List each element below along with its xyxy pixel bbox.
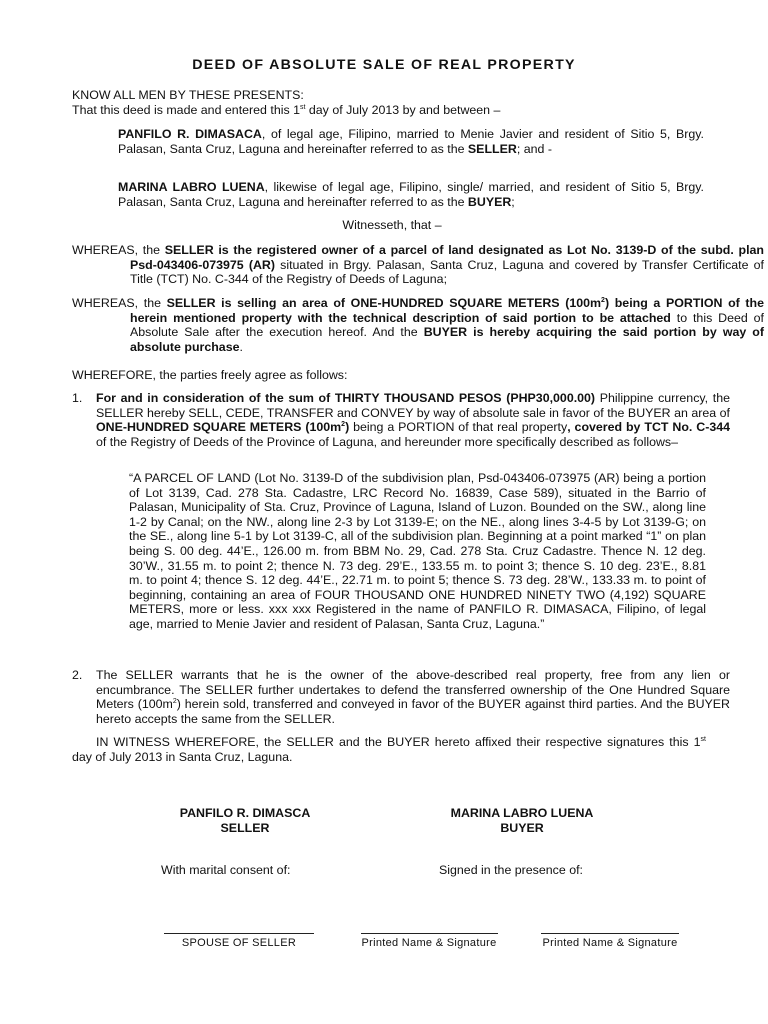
whereas-paragraph-2: WHEREAS, the SELLER is selling an area of ONE-HUNDRED SQUARE METERS $(100m^2)$ being a PORTION of the herein mentioned property with the technical description of said portion to be attached to this Deed of Absolute Sale after the execution hereof. And the BUYER is hereby acquiring the said portion by way of absolute purchase.	[72, 296, 765, 354]
spouse-signature-line	[164, 933, 314, 934]
intro-block	[72, 88, 712, 117]
whereas-paragraph-1: WHEREAS, the SELLER is the registered owner of a parcel of land designated as Lot No. 3139-D of the subd. plan Psd-043406-073975 (AR) situated in Brgy. Palasan, Santa Cruz, Laguna and covered by Transfer Certificate of Title (TCT) No. C-344 of the Registry of Deeds of Laguna;	[72, 243, 764, 287]
wherefore-line: WHEREFORE, the parties freely agree as follows:	[72, 368, 348, 382]
know-all-line: KNOW ALL MEN BY THESE PRESENTS:	[72, 88, 304, 102]
witness-2-label: Printed Name & Signature	[542, 937, 678, 949]
parcel-description: “A PARCEL OF LAND (Lot No. 3139-D of the subdivision plan, Psd-043406-073975 (AR) being a portion of Lot 3139, Cad. 278 Sta. Cadastre, LRC Record No. 16839, Case 589), situated in the Barrio of Palasan, Municipality of Sta. Cruz, Province of Laguna, Island of Luzon. Bounded on the SW., along line 1-2 by Canal; on the NW., along line 2-3 by Lot 3139-E; on the NE., along lines 3-4-5 by Lot 3139-G; on the SE., along line 5-1 by Lot 3139-C, all of the subdivision plan. Beginning at a point marked “1” on plan being S. 00 deg. 44’E., 126.00 m. from BBM No. 29, Cad. 278 Sta. Cruz Cadastre. Thence N. 12 deg. 30’W., 31.55 m. to point 2; thence N. 73 deg. 29’E., 133.55 m. to point 3; thence S. 10 deg. 23’E., 8.81 m. to point 4; thence S. 12 deg. 44’E., 22.71 m. to point 5; thence S. 73 deg. 28’W., 133.33 m. to point of beginning, containing an area of FOUR THOUSAND ONE HUNDRED NINETY TWO (4,192) SQUARE METERS, more or less. xxx xxx Registered in the name of PANFILO R. DIMASACA, Filipino, of legal age, married to Menie Javier and resident of Palasan, Santa Cruz, Laguna.”	[129, 471, 706, 631]
buyer-name: MARINA LABRO LUENA	[118, 180, 265, 194]
seller-role: SELLER	[467, 141, 517, 156]
buyer-party-paragraph: MARINA LABRO LUENA, likewise of legal age, Filipino, single/ married, and resident of Sitio 5, Brgy. Palasan, Santa Cruz, Laguna and hereinafter referred to as the BUYER;	[118, 180, 704, 209]
seller-signature-block	[150, 806, 340, 835]
spouse-of-seller-label: SPOUSE OF SELLER	[181, 937, 297, 949]
clause-2: 2. The SELLER warrants that he is the owner of the above-described real property, free from any lien or encumbrance. The SELLER further undertakes to defend the transferred ownership of the One Hundred Square Meters $(100m^2)$ herein sold, transferred and conveyed in favor of the BUYER against third parties. And the BUYER hereto accepts the same from the SELLER.	[72, 668, 731, 726]
witness-1-signature-line	[361, 933, 498, 934]
buyer-label: BUYER	[500, 820, 544, 835]
marital-consent-label: With marital consent of:	[161, 863, 291, 877]
witness-2-signature-line	[541, 933, 679, 934]
document-title: DEED OF ABSOLUTE SALE OF REAL PROPERTY	[192, 57, 576, 73]
buyer-signature-block	[420, 806, 624, 835]
clause-1-number: 1.	[72, 391, 83, 405]
buyer-role: BUYER	[467, 194, 512, 209]
seller-party-paragraph: PANFILO R. DIMASACA, of legal age, Filipino, married to Menie Javier and resident of Sitio 5, Brgy. Palasan, Santa Cruz, Laguna and hereinafter referred to as the SELLER; and -	[118, 127, 704, 156]
witness-paragraph: IN WITNESS WHEREFORE, the SELLER and the BUYER hereto affixed their respective signatures this 1st day of July 2013 in Santa Cruz, Laguna.	[72, 735, 706, 764]
clause-2-number: 2.	[72, 668, 83, 682]
seller-name: PANFILO R. DIMASACA	[118, 127, 262, 141]
seller-label: SELLER	[220, 820, 270, 835]
made-line: That this deed is made and entered this 1st day of July 2013 by and between –	[72, 102, 501, 117]
presence-label: Signed in the presence of:	[439, 863, 583, 877]
seller-printed-name: PANFILO R. DIMASCA	[179, 806, 311, 820]
clause-1: 1. For and in consideration of the sum of THIRTY THOUSAND PESOS (PHP30,000.00) Philippine currency, the SELLER hereby SELL, CEDE, TRANSFER and CONVEY by way of absolute sale in favor of the BUYER an area of ONE-HUNDRED SQUARE METERS $(100m^2)$ being a PORTION of that real property, covered by TCT No. C-344 of the Registry of Deeds of the Province of Laguna, and hereunder more specifically described as follows–	[72, 391, 730, 449]
witness-1-label: Printed Name & Signature	[361, 937, 497, 949]
buyer-printed-name: MARINA LABRO LUENA	[450, 806, 594, 820]
witnesseth-line: Witnesseth, that –	[342, 218, 442, 232]
